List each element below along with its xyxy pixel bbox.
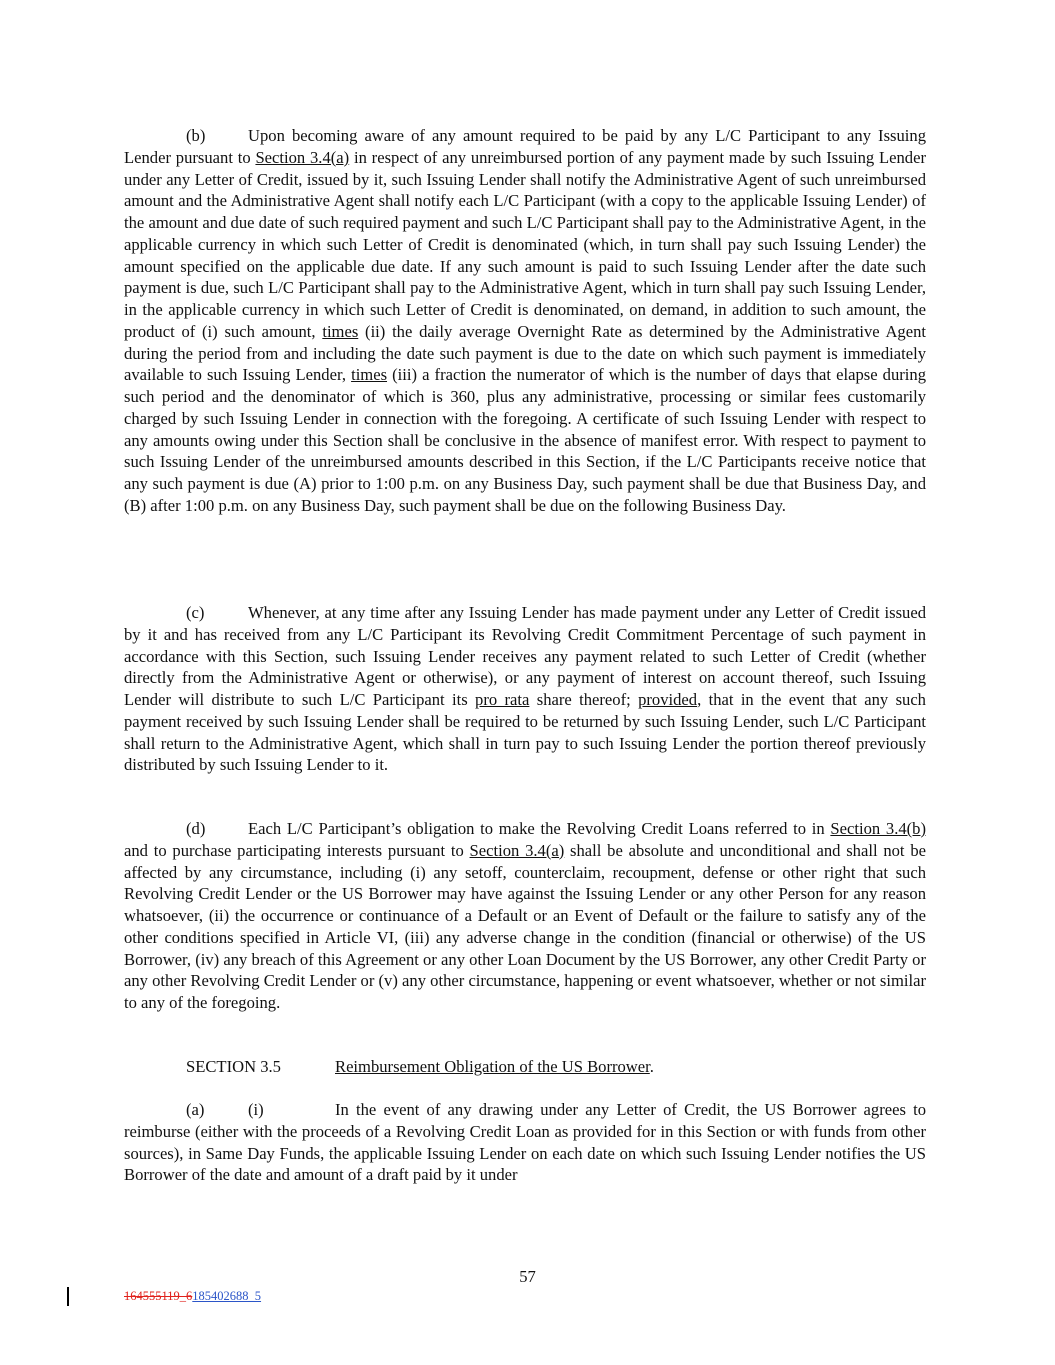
section-3-4b-reference: Section 3.4(b) (830, 819, 926, 838)
page-number: 57 (519, 1267, 536, 1286)
document-id-deleted: 164555119_6 (124, 1289, 193, 1303)
paragraph-b-text-2: in respect of any unreimbursed portion of any payment made by such Issuing Lender under any Letter of Credit, issued by it, such Issuing Lender shall notify the Administrative Agent of such unreimbursed amount and the Administrative Agent shall notify each L/C Participant (with a copy to the applicable Issuing Lender) of the amount and due date of such required payment and such L/C Participant shall pay to the Administrative Agent, in the applicable currency in which such Letter of Credit is denominated (which, in turn shall pay such Issuing Lender) the amount specified on the applicable due date. If any such amount is paid to such Issuing Lender after the date such payment is due, such L/C Participant shall pay to the Administrative Agent, which in turn shall pay such Issuing Lender, in the applicable currency in which such Letter of Credit is denominated, on demand, in addition to such amount, the product of (i) such amount, (124, 147, 926, 341)
section-title-period: . (649, 1057, 654, 1076)
paragraph-b-label: (b) (186, 126, 206, 145)
paragraph-d (124, 818, 926, 1014)
paragraph-c-text-1: Whenever, at any time after any Issuing Lender has made payment under any Letter of Credit issued by it and has received from any L/C Participant its Revolving Credit Commitment Percentage of such payment in accordance with this Section, such Issuing Lender receives any payment related to such Letter of Credit (whether directly from the Administrative Agent or otherwise), or any payment of interest on account thereof, such Issuing Lender will distribute to such L/C Participant its (124, 603, 926, 709)
paragraph-b-text-1: Upon becoming aware of any amount required to be paid by any L/C Participant to any Issuing Lender pursuant to (124, 126, 926, 167)
paragraph-c-label: (c) (186, 603, 205, 622)
section-3-4a-reference: Section 3.4(a) (255, 147, 350, 167)
paragraph-b-text-3: (ii) the daily average Overnight Rate as determined by the Administrative Agent during the period from and including the date such payment is due to the date on which such payment is immediately available to such Issuing Lender, (124, 321, 926, 385)
section-heading (335, 1056, 654, 1078)
document-id-inserted: 185402688_5 (192, 1289, 262, 1303)
paragraph-d-text-2: and to purchase participating interests pursuant to (124, 840, 470, 860)
paragraph-c-text-2: share thereof; (529, 690, 639, 709)
paragraph-a-sublabel: (i) (248, 1100, 264, 1119)
revision-change-bar (67, 1287, 69, 1306)
times-term-1: times (322, 321, 359, 341)
section-number: SECTION 3.5 (186, 1057, 281, 1076)
paragraph-b (124, 125, 926, 517)
times-term-2: times (351, 365, 388, 385)
paragraph-a-label: (a) (186, 1100, 205, 1119)
section-3-4a-reference-2: Section 3.4(a) (469, 840, 565, 860)
paragraph-b-text-4: (iii) a fraction the numerator of which is the number of days that elapse during such period and the denominator of which is 360, plus any administrative, processing or similar fees customarily charged by such Issuing Lender in connection with the foregoing. A certificate of such Issuing Lender with respect to any amounts owing under this Section shall be conclusive in the absence of manifest error. With respect to payment to such Issuing Lender of the unreimbursed amounts described in this Section, if the L/C Participants receive notice that any such payment is due (A) prior to 1:00 p.m. on any Business Day, such payment shall be due that Business Day, and (B) after 1:00 p.m. on any Business Day, such payment shall be due on the following Business Day. (124, 365, 926, 515)
provided-term: provided (638, 690, 698, 709)
document-id (124, 1289, 261, 1303)
pro-rata-term: pro rata (475, 690, 530, 709)
paragraph-d-label: (d) (186, 819, 206, 838)
paragraph-a-text: In the event of any drawing under any Letter of Credit, the US Borrower agrees to reimburse (either with the proceeds of a Revolving Credit Loan as provided for in this Section or with funds from other sources), in Same Day Funds, the applicable Issuing Lender on each date on which such Issuing Lender notifies the US Borrower of the date and amount of a draft paid by it under (124, 1100, 926, 1185)
paragraph-d-text-1: Each L/C Participant’s obligation to make the Revolving Credit Loans referred to in (248, 819, 831, 838)
paragraph-c (124, 602, 926, 776)
section-title: Reimbursement Obligation of the US Borrower (335, 1057, 650, 1076)
paragraph-a (124, 1099, 926, 1186)
paragraph-d-text-3: shall be absolute and unconditional and shall not be affected by any circumstance, including (i) any setoff, counterclaim, recoupment, defense or other right that such Revolving Credit Lender or the US Borrower may have against the Issuing Lender or any other Person for any reason whatsoever, (ii) the occurrence or continuance of a Default or an Event of Default or the failure to satisfy any of the other conditions specified in Article VI, (iii) any adverse change in the condition (financial or otherwise) of the US Borrower, (iv) any breach of this Agreement or any other Loan Document by the US Borrower, any other Credit Party or any other Revolving Credit Lender or (v) any other circumstance, happening or event whatsoever, whether or not similar to any of the foregoing. (124, 840, 926, 1012)
paragraph-c-text-3: , that in the event that any such payment received by such Issuing Lender shall be required to be returned by such Issuing Lender, such L/C Participant shall return to the Administrative Agent, which shall in turn pay to such Issuing Lender the portion thereof previously distributed by such Issuing Lender to it. (124, 690, 926, 775)
